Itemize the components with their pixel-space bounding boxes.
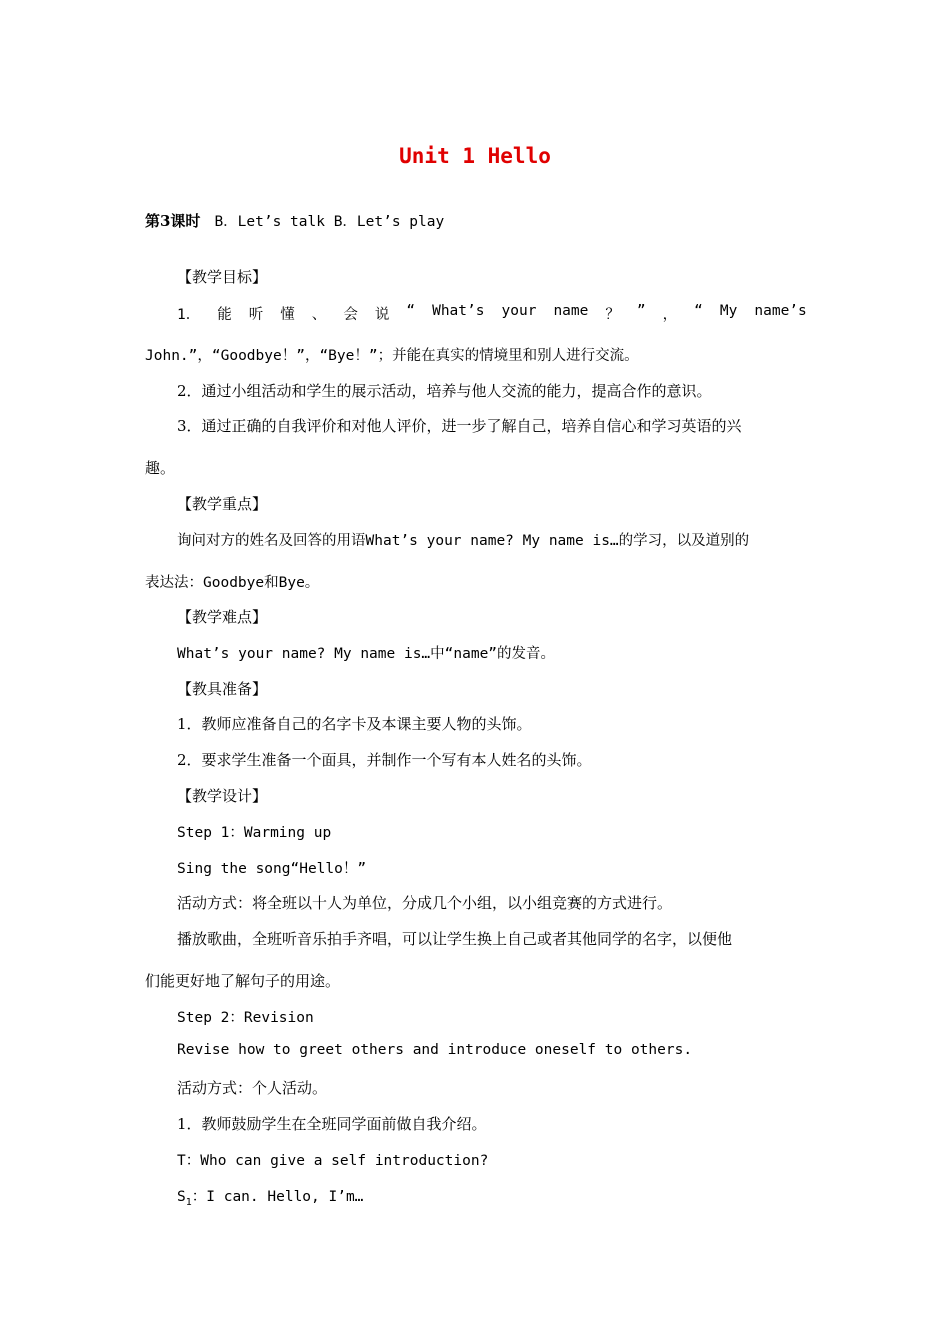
materials-item2: 2．要求学生准备一个面具，并制作一个写有本人姓名的头饰。 <box>177 751 592 769</box>
materials-heading: 【教具准备】 <box>177 680 268 698</box>
design-revise: Revise how to greet others and introduce oneself to others. <box>177 1042 693 1058</box>
token: your <box>501 303 537 319</box>
design-song: Sing the song“Hello！” <box>177 861 367 877</box>
design-encourage: 1．教师鼓励学生在全班同学面前做自我介绍。 <box>177 1115 487 1133</box>
difficulties-heading: 【教学难点】 <box>177 608 268 626</box>
key-points-line2: 表达法：Goodbye和Bye。 <box>145 575 320 591</box>
token: ， <box>662 307 678 323</box>
token: ？ <box>605 307 620 323</box>
token: name’s <box>754 303 807 319</box>
design-play-line2: 们能更好地了解句子的用途。 <box>145 972 341 990</box>
design-step2: Step 2：Revision <box>177 1010 314 1026</box>
key-points-line1: 询问对方的姓名及回答的用语What’s your name? My name is…的学习，以及道别的 <box>177 533 750 549</box>
key-points-heading: 【教学重点】 <box>177 495 268 513</box>
token: 能 <box>217 307 232 323</box>
lesson-heading <box>145 210 444 231</box>
design-play-line1: 播放歌曲，全班听音乐拍手齐唱，可以让学生换上自己或者其他同学的名字，以便他 <box>177 930 733 948</box>
difficulties-line1: What’s your name? My name is…中“name”的发音。 <box>177 646 556 662</box>
token: 懂 <box>280 307 295 323</box>
objectives-item1-line2: John.”，“Goodbye！”，“Bye！”；并能在真实的情境里和别人进行交流。 <box>145 348 639 364</box>
materials-item1: 1．教师应准备自己的名字卡及本课主要人物的头饰。 <box>177 715 532 733</box>
objectives-item1-line1 <box>177 303 807 324</box>
objectives-item3-line2: 趣。 <box>145 459 176 477</box>
student-text: ：I can. Hello, I’m… <box>191 1189 364 1205</box>
token: 会 <box>343 307 358 323</box>
token: name <box>553 303 589 319</box>
design-heading: 【教学设计】 <box>177 787 268 805</box>
lesson-period: 第3课时 <box>145 212 201 230</box>
token: 听 <box>248 307 264 323</box>
token: “ <box>694 303 703 319</box>
token: ” <box>636 303 646 319</box>
token: “ <box>406 303 416 319</box>
token: What’s <box>432 303 485 319</box>
design-student-line <box>177 1185 363 1208</box>
objectives-heading: 【教学目标】 <box>177 268 268 286</box>
student-subscript: 1 <box>185 1196 192 1208</box>
token: 说 <box>374 307 390 323</box>
student-label: S <box>177 1189 186 1205</box>
token: 、 <box>311 307 327 323</box>
lesson-parts: B．Let’s talk B．Let’s play <box>214 214 445 230</box>
token: 1． <box>177 307 201 323</box>
token: My <box>719 303 738 319</box>
objectives-item3-line1: 3．通过正确的自我评价和对他人评价，进一步了解自己，培养自信心和学习英语的兴 <box>177 417 742 435</box>
design-activity2: 活动方式：个人活动。 <box>177 1079 328 1097</box>
design-step1: Step 1：Warming up <box>177 825 332 841</box>
objectives-item2: 2．通过小组活动和学生的展示活动，培养与他人交流的能力，提高合作的意识。 <box>177 382 712 400</box>
document-title: Unit 1 Hello <box>399 144 551 168</box>
design-teacher-line: T：Who can give a self introduction? <box>177 1153 489 1169</box>
design-activity1: 活动方式：将全班以十人为单位，分成几个小组，以小组竞赛的方式进行。 <box>177 894 673 912</box>
